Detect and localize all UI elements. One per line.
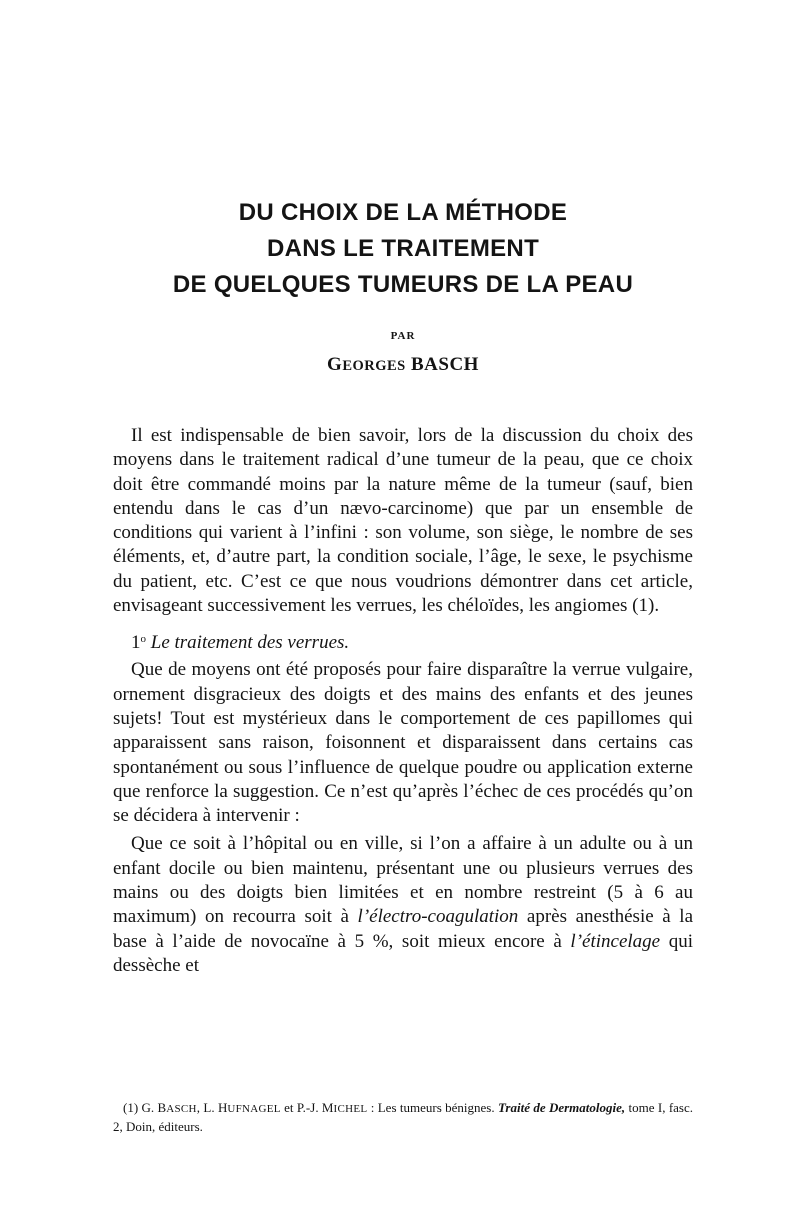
page-content — [113, 195, 693, 978]
article-title — [113, 195, 693, 303]
footnote-authors-2-sc: UFNAGEL — [227, 1103, 281, 1115]
treatment-term-etincelage: l’étincelage — [570, 930, 661, 952]
treatment-term-electrocoagulation: l’électro-coagulation — [357, 906, 519, 928]
section-heading — [113, 627, 693, 655]
footnote-authors-1-sc: ASCH — [166, 1103, 197, 1115]
title-line-3: DE QUELQUES TUMEURS DE LA PEAU — [172, 271, 634, 298]
treatment-text-3: qui dessèche et — [113, 930, 694, 976]
footnote-book-title: Traité de Dermatologie, — [497, 1100, 626, 1115]
treatment-text-1: Que ce soit à l’hôpital ou en ville, si l’on a affaire à un adulte ou à un enfant docile ou bien maintenu, présentant une ou plusieurs verrues des mains ou des doigts bien limitées et en nombre restreint (5 à 6 au maximum) on recourra soit à — [113, 833, 693, 928]
section-title: Le traitement des verrues. — [150, 632, 350, 654]
footnote-authors-3: et P.-J. M — [280, 1100, 334, 1115]
by-label: PAR — [390, 330, 416, 342]
author-first-rest: EORGES — [342, 358, 406, 374]
author-name — [113, 354, 693, 376]
author-first-initial: G — [327, 354, 343, 375]
footnote-marker: (1) — [123, 1100, 139, 1115]
title-line-1: DU CHOIX DE LA MÉTHODE — [238, 199, 568, 226]
footnote-authors-3-sc: ICHEL — [333, 1103, 368, 1115]
footnote-authors-4: : Les tumeurs bénignes. — [367, 1100, 498, 1115]
footnote-authors-2: , L. H — [196, 1100, 228, 1115]
author-last-name: BASCH — [411, 354, 479, 375]
article-body — [113, 424, 693, 978]
section-ordinal: o — [140, 633, 146, 646]
paragraph-intro: Il est indispensable de bien savoir, lors de la discussion du choix des moyens dans le traitement radical d’une tumeur de la peau, que ce choix doit être commandé moins par la nature même de la tumeur (sauf, bien entendu dans le cas d’un nævo-carcinome) que par un ensemble de conditions qui varient à l’infini : son volume, son siège, le nombre de ses éléments, et, d’autre part, la condition sociale, l’âge, le sexe, le psychisme du patient, etc. C’est ce que nous voudrions démontrer dans cet article, envisageant successivement les verrues, les chéloïdes, les angiomes (1). — [113, 425, 693, 617]
paragraph-verrues: Que de moyens ont été proposés pour faire disparaître la verrue vulgaire, ornement disgracieux des doigts et des mains des enfants et des jeunes sujets! Tout est mystérieux dans le comportement de ces papillomes qui apparaissent sans raison, foisonnent et disparaissent dans certains cas spontanément ou sous l’influence de quelque poudre ou application externe que renforce la suggestion. Ce n’est qu’après l’échec de ces procédés qu’on se décidera à intervenir : — [113, 659, 693, 827]
paragraph-treatment — [113, 832, 693, 978]
treatment-text-2: après anesthésie à la base à l’aide de novocaïne à 5 %, soit mieux encore à — [113, 906, 694, 952]
section-number: 1 — [131, 632, 141, 654]
footnote-authors-1: G. B — [141, 1100, 167, 1115]
footnote-text — [113, 1099, 693, 1135]
footnote-rest: tome I, fasc. 2, Doin, éditeurs. — [113, 1100, 694, 1134]
footnote — [113, 1099, 693, 1135]
title-line-2: DANS LE TRAITEMENT — [266, 235, 540, 262]
